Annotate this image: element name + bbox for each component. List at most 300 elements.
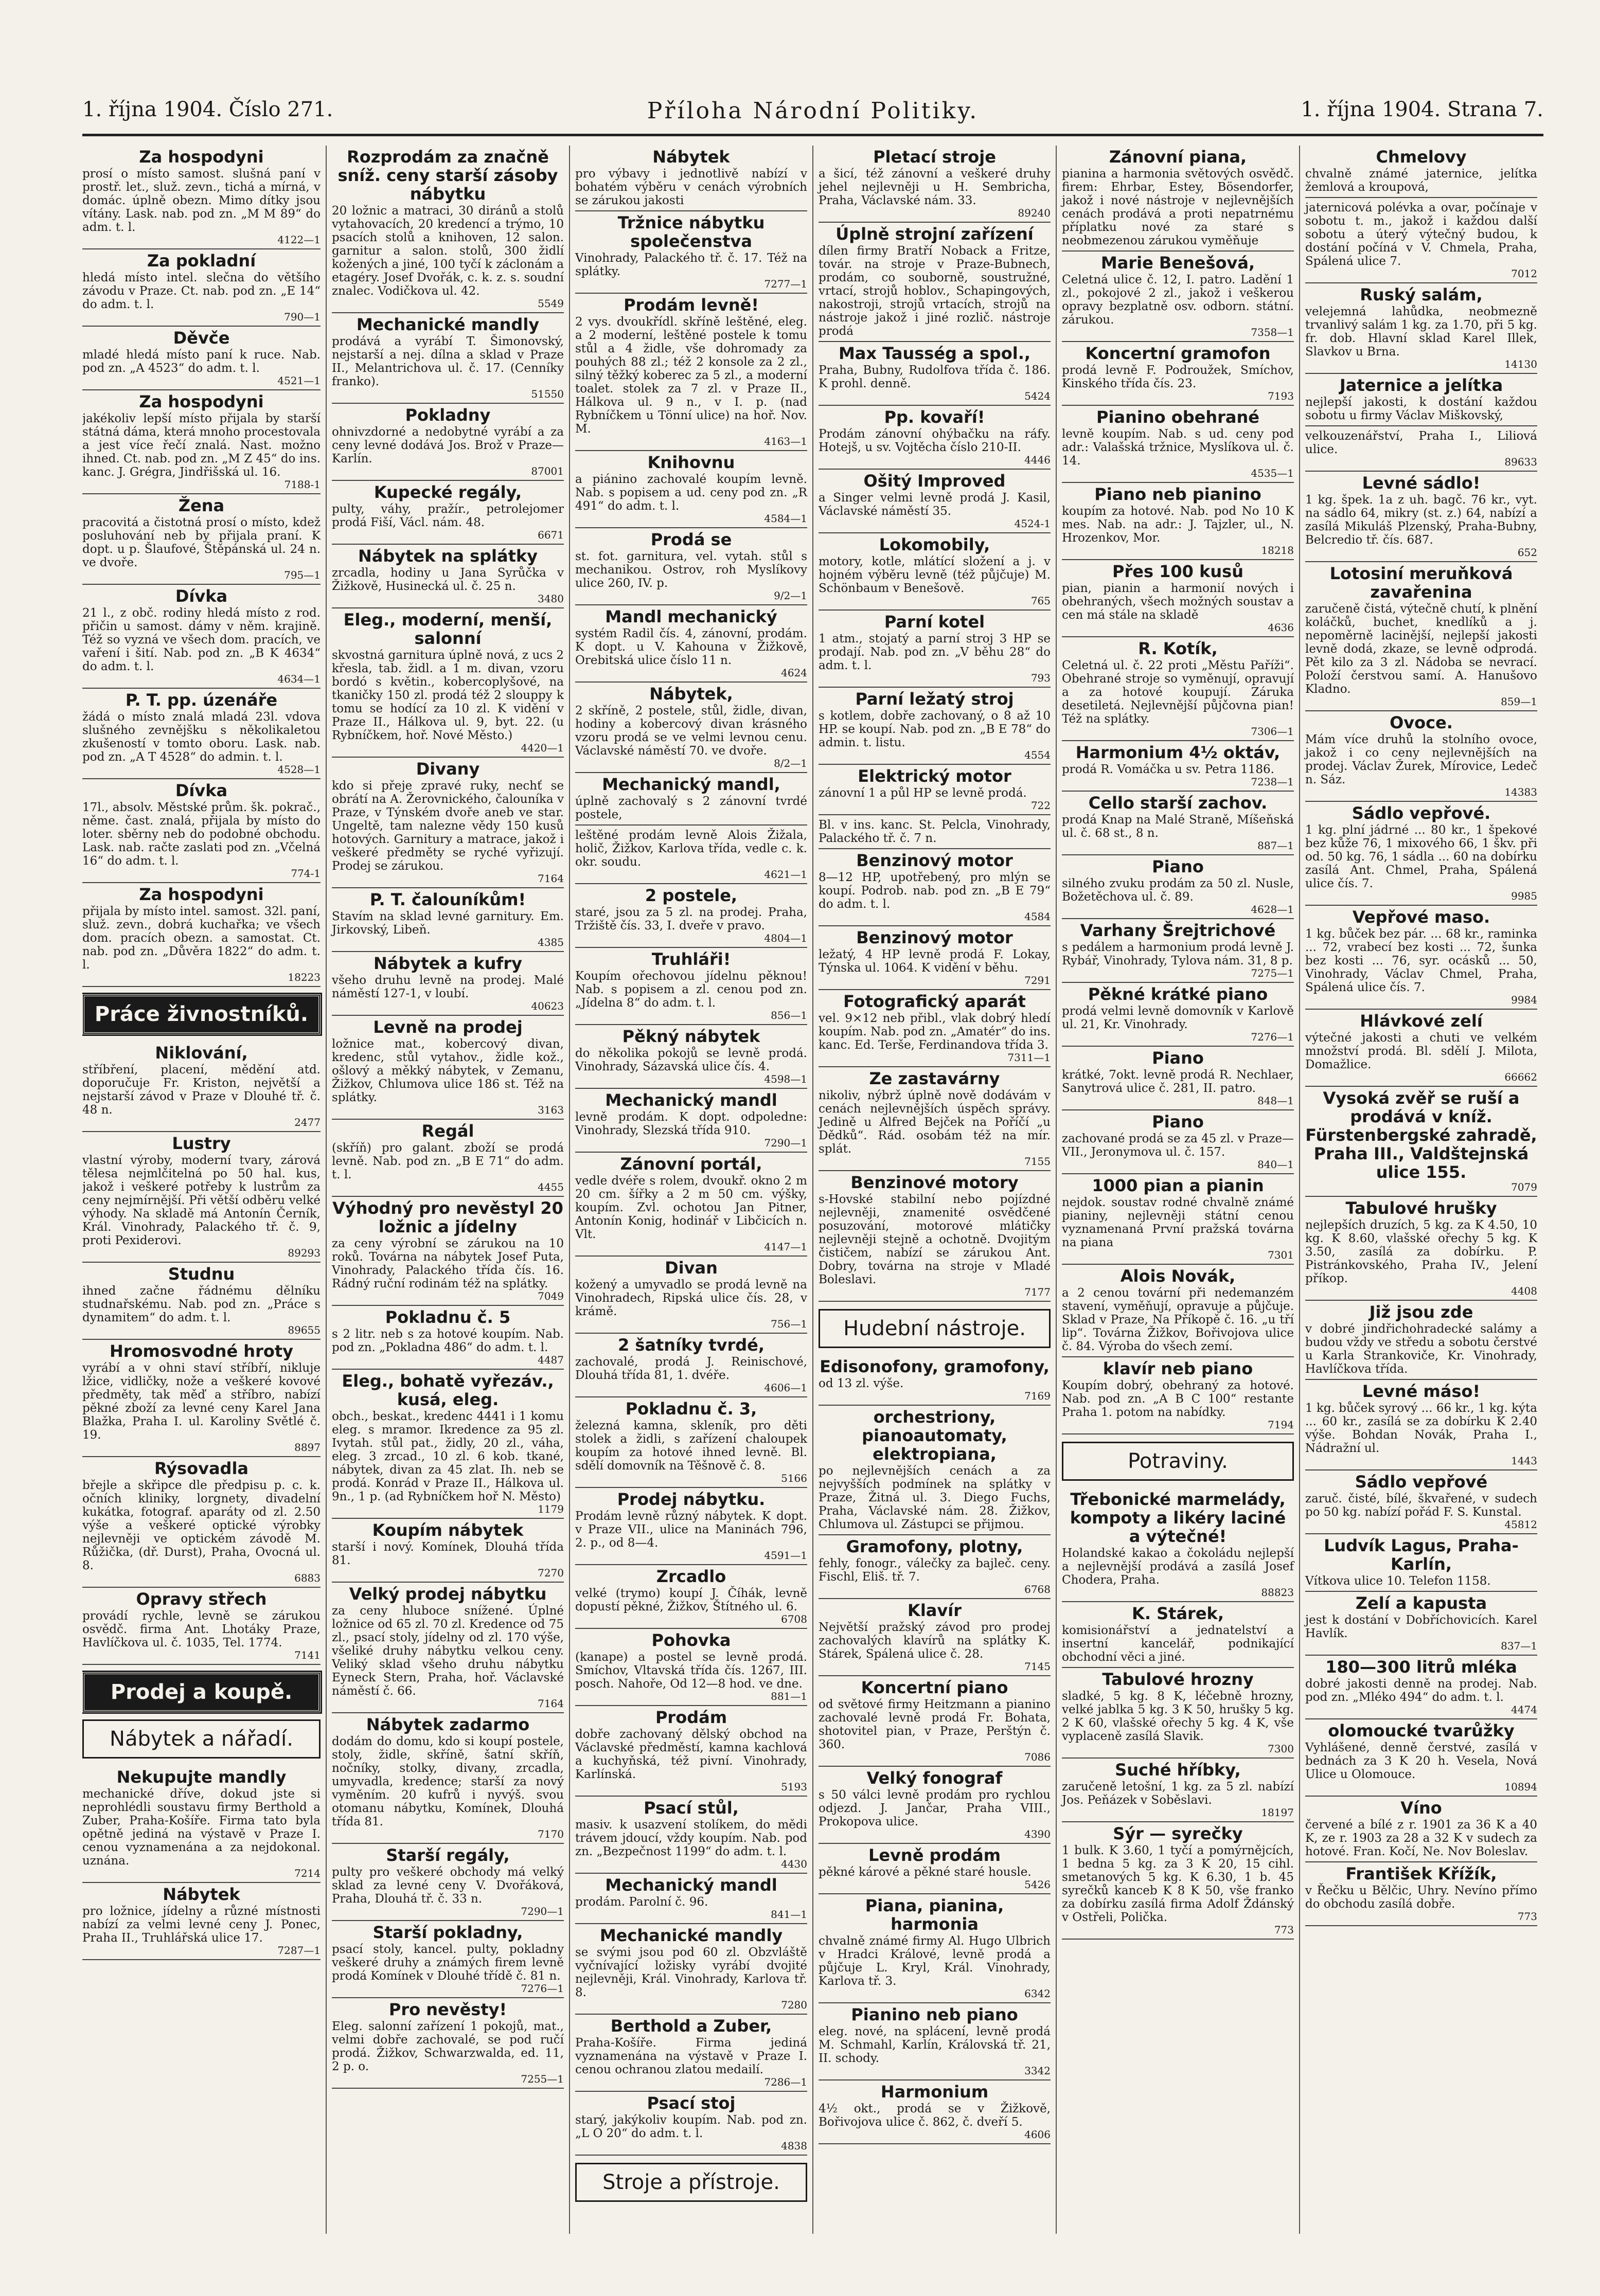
- ad-heading: Pokladnu č. 5: [385, 1307, 511, 1327]
- classified-ad: [819, 406, 1051, 470]
- ad-reference-code: 773: [1274, 1924, 1294, 1936]
- ad-reference-code: 4474: [1511, 1703, 1537, 1716]
- classified-ad: [332, 608, 564, 758]
- ad-heading: Za pokladní: [147, 251, 256, 271]
- classified-ad: [1062, 1488, 1294, 1602]
- classified-ad: [1305, 198, 1537, 283]
- ad-heading: Parní ležatý stroj: [855, 689, 1014, 709]
- ads-trades: [82, 1042, 321, 1665]
- ad-reference-code: 7086: [1024, 1751, 1051, 1763]
- classified-ad: [1062, 1602, 1294, 1668]
- ad-text: s kotlem, dobře zachovaný, o 8 až 10 HP. se koupí. Nab. pod zn. „B E 78“ do admin. t. listu.: [819, 709, 1051, 749]
- classified-ad: [1305, 1656, 1537, 1719]
- ad-text: 1 kg. bůček syrový ... 66 kr., 1 kg. kýta ... 60 kr., zasílá se za dobírku K 2.40 výše. Bohdan Novák, Praha I., Nádražní ul.: [1305, 1402, 1537, 1455]
- classified-ad: [1062, 1759, 1294, 1822]
- ad-reference-code: 7300: [1268, 1743, 1294, 1755]
- ad-heading: Přes 100 kusů: [1112, 562, 1243, 581]
- ad-text: zachovalé, prodá J. Reinischové, Dlouhá třída 81, 1. dvéře.: [575, 1355, 807, 1382]
- classified-ad: [1305, 1534, 1537, 1592]
- ad-reference-code: 7194: [1268, 1419, 1294, 1431]
- section-header-nabytek: Nábytek a nářadí.: [82, 1719, 321, 1759]
- ad-text: ležatý, 4 HP levně prodá F. Lokay, Týnska ul. 1064. K vidění v běhu.: [819, 948, 1051, 975]
- ad-heading: František Křížík,: [1345, 1864, 1497, 1884]
- ad-heading: Jaternice a jelítka: [1339, 375, 1503, 395]
- classified-ad: [1305, 1470, 1537, 1534]
- classified-ad: [1062, 855, 1294, 919]
- ad-reference-code: 4122—1: [277, 234, 321, 246]
- ad-text: pracovitá a čistotná prosí o místo, kdež posluhování neb by přijala praní. K dopt. u p. Šlaufové, Štěpánská ul. 24 n. ve dvoře.: [82, 516, 321, 569]
- classified-ad: [332, 1197, 564, 1306]
- classified-ad: [819, 849, 1051, 926]
- classified-ad: [575, 1874, 807, 1924]
- ad-reference-code: 5549: [538, 297, 564, 310]
- ad-heading: Levně na prodej: [373, 1017, 523, 1037]
- ad-reference-code: 4628—1: [1251, 903, 1294, 916]
- classified-ad: [1305, 802, 1537, 906]
- ad-heading: Ovoce.: [1390, 713, 1453, 732]
- classified-ad: [819, 1067, 1051, 1171]
- ads-instruments: [819, 1355, 1051, 2144]
- ad-heading: 2 postele,: [645, 886, 738, 905]
- classified-ad: [82, 779, 321, 883]
- column-4: [812, 146, 1056, 2234]
- ad-heading: Zánovní piana,: [1109, 147, 1247, 167]
- ad-heading: P. T. čalouníkům!: [369, 890, 526, 909]
- ad-text: pro výbavy i jednotlivě nabízí v bohatém výběru v cenách výrobních se zárukou jakosti: [575, 167, 807, 207]
- ad-reference-code: 795—1: [284, 569, 321, 581]
- ad-heading: Parní kotel: [884, 612, 985, 632]
- classified-ad: [332, 1844, 564, 1921]
- ad-reference-code: 40623: [531, 1000, 564, 1012]
- column-2: [326, 146, 569, 2234]
- ad-heading: Pp. kovaří!: [884, 407, 985, 427]
- classified-ad: [332, 1519, 564, 1583]
- ad-heading: Pianino neb piano: [851, 2005, 1018, 2024]
- ad-text: Vinohrady, Palackého tř. č. 17. Též na splátky.: [575, 252, 807, 278]
- classified-ad: [1062, 637, 1294, 741]
- ad-reference-code: 7164: [538, 872, 564, 885]
- ad-text: mladé hledá místo paní k ruce. Nab. pod zn. „A 4523“ do adm. t. l.: [82, 348, 321, 375]
- ad-heading: Velký fonograf: [866, 1768, 1003, 1788]
- ad-text: stříbření, placení, mědění atd. doporučuje Fr. Kriston, největší a nejstarší závod v Praze v Dlouhé tř. č. 48 n.: [82, 1063, 321, 1117]
- ad-text: prodá levně F. Podroužek, Smíchov, Kinského třída čís. 23.: [1062, 364, 1294, 390]
- classified-ad: [819, 1767, 1051, 1844]
- ad-reference-code: 4430: [781, 1858, 807, 1870]
- ad-text: 1 atm., stojatý a parní stroj 3 HP se prodají. Nab. pod zn. „V běhu 28“ do adm. t. l.: [819, 632, 1051, 672]
- ad-text: prodá R. Vomáčka u sv. Petra 1186.: [1062, 763, 1274, 776]
- ad-reference-code: 4606: [1024, 2128, 1051, 2141]
- ad-text: Eleg. salonní zařízení 1 pokojů, mat., velmi dobře zachovalé, se pod ručí prodá. Žižkov, Schwarzwalda, ed. 11, 2 p. o.: [332, 2020, 564, 2073]
- ad-reference-code: 3163: [538, 1104, 564, 1116]
- ad-reference-code: 7141: [294, 1649, 321, 1661]
- ad-text: zaručeně letošní, 1 kg. za 5 zl. nabízí Jos. Peňázek v Soběslavi.: [1062, 1780, 1294, 1807]
- ad-text: fehly, fonogr., válečky za bajleč. ceny. Fischl, Eliš. tř. 7.: [819, 1557, 1051, 1584]
- ad-heading: Harmonium: [880, 2082, 989, 2102]
- ad-heading: Prodá se: [650, 530, 732, 549]
- ad-heading: Žena: [178, 496, 225, 515]
- classified-ad: [332, 1016, 564, 1120]
- ad-reference-code: 4554: [1024, 749, 1051, 761]
- ad-heading: Výhodný pro nevěstyl 20 ložnic a jídelny: [332, 1198, 563, 1236]
- ad-reference-code: 4804—1: [764, 932, 807, 944]
- ad-reference-code: 7280: [781, 1999, 807, 2011]
- ad-heading: Divany: [416, 759, 480, 779]
- ad-heading: olomoucké tvarůžky: [1328, 1721, 1515, 1741]
- ad-heading: Benzinové motory: [850, 1173, 1019, 1192]
- ad-reference-code: 14130: [1504, 358, 1537, 370]
- ads-furniture-more: [575, 146, 807, 2156]
- classified-ad: [332, 1998, 564, 2089]
- section-header-prace: Práce živnostníků.: [82, 994, 321, 1034]
- ad-text: (skříň) pro galant. zboží se prodá levně. Nab. pod zn. „B E 71“ do adm. t. l.: [332, 1141, 564, 1181]
- ad-text: vedle dvéře s rolem, dvoukř. okno 2 m 20 cm. šířky a 2 m 50 cm. výšky, koupím. Zvl. ochotou Jan Pitner, Antonín Konig, hodinář v Libčicích n. Vlt.: [575, 1174, 807, 1241]
- ad-heading: Prodám levně!: [624, 295, 759, 315]
- ad-heading: Niklování,: [155, 1043, 248, 1063]
- ad-heading: Piano neb pianino: [1094, 485, 1261, 504]
- ad-reference-code: 8/2—1: [774, 757, 807, 769]
- ad-heading: Sýr — syrečky: [1113, 1824, 1243, 1843]
- ad-text: Prodám levně různý nábytek. K dopt. v Praze VII., ulice na Maninách 796, 2. p., od 8—4.: [575, 1510, 807, 1550]
- column-5: [1056, 146, 1299, 2234]
- ad-text: provádí rychle, levně se zárukou osvědč. firma Ant. Lhotáky Praze, Havlíčkova ul. č. 1035, Tel. 1774.: [82, 1609, 321, 1649]
- classified-ad: [332, 313, 564, 404]
- ad-text: psací stoly, kancel. pulty, pokladny veškeré druhy a známých firem levně prodá Komínek v Dlouhé třídě č. 81 n.: [332, 1943, 564, 1983]
- ad-heading: Fotografický aparát: [843, 992, 1026, 1011]
- ad-text: jakékoliv lepší místo přijala by starší státná dáma, která mnoho procestovala a jest více řečí znalá. Nast. možno ihned. Ct. nab. pod zn. „M Z 45“ do ins. kanc. J. Grégra, Jindřišská ul. 16.: [82, 412, 321, 479]
- ad-reference-code: 4584: [1024, 910, 1051, 923]
- ad-reference-code: 4598—1: [764, 1073, 807, 1085]
- ad-text: jaternicová polévka a ovar, počínaje v sobotu t. m., jakož i každou další sobotu a úterý výtečný budou, k dostání počíná v V. Chmela, Praha, Spálená ulice 7.: [1305, 201, 1537, 268]
- ad-heading: Koncertní piano: [861, 1678, 1008, 1697]
- classified-ad: [1305, 146, 1537, 198]
- ad-heading: Mechanické mandly: [599, 1926, 783, 1945]
- ad-reference-code: 793: [1030, 672, 1051, 684]
- ad-heading: Nekupujte mandly: [116, 1767, 287, 1787]
- classified-ad: [575, 948, 807, 1025]
- classified-ad: [575, 211, 807, 294]
- ad-text: červené a bílé z r. 1901 za 36 K a 40 K, ze r. 1903 za 28 a 32 K v sudech za hotové. Fran. Kočí, Ne. Nov Boleslav.: [1305, 1818, 1537, 1858]
- ad-text: výtečné jakosti a chuti ve velkém množství prodá. Bl. sdělí J. Milota, Domažlice.: [1305, 1031, 1537, 1071]
- ad-text: nejdok. soustav rodné chvalně známé pianiny, nejlevněji státní cenou vyznamenaná První pražská továrna na piana: [1062, 1196, 1294, 1249]
- ad-heading: Ze zastavárny: [869, 1069, 1000, 1088]
- ad-heading: Tržnice nábytku společenstva: [617, 213, 765, 251]
- ad-text: pianina a harmonia světových osvědč. firem: Ehrbar, Estey, Bösendorfer, jakož i nové nástroje v nejlevnějších cenách prodává a proti nepatrnému příplatku nové za staré s neobmezenou zárukou vyměňuje: [1062, 167, 1294, 247]
- ad-heading: Prodám: [655, 1708, 727, 1727]
- classified-ad: [82, 494, 321, 585]
- ad-heading: Regál: [421, 1121, 474, 1141]
- section-header-stroje: Stroje a přístroje.: [575, 2163, 807, 2202]
- ad-heading: Mechanický mandl: [605, 1090, 777, 1110]
- ad-heading: Piana, pianina, harmonia: [865, 1896, 1004, 1934]
- ad-text: pěkné kárové a pěkné staré housle.: [819, 1866, 1032, 1879]
- classified-ad: [575, 1025, 807, 1089]
- ad-reference-code: 87001: [531, 465, 564, 477]
- ad-text: nikoliv, nýbrž úplně nově dodávám v cenách nejlevnějších úspěch správy. Jedině u Alfred Bejček na Poříčí „u Dědků“. Rád. osobám též na mír. splát.: [819, 1089, 1051, 1156]
- classified-ad: [575, 826, 807, 884]
- classified-ad: [1062, 983, 1294, 1047]
- ad-text: mechanické dříve, dokud jste si neprohlédli soustavu firmy Berthold a Zuber, Praha-Košíře. Firma tato byla opětně jediná na výstavě v Praze I. cenou vyznamenána a za nejdokonal. uznána.: [82, 1787, 321, 1868]
- ad-text: nejlepší jakosti, k dostání každou sobotu u firmy Václav Miškovský,: [1305, 396, 1537, 422]
- classified-ad: [575, 1153, 807, 1257]
- ad-reference-code: 4636: [1268, 621, 1294, 634]
- ad-heading: Nábytek a kufry: [374, 954, 522, 973]
- ad-heading: Marie Benešová,: [1100, 253, 1255, 273]
- classified-ad: [575, 2092, 807, 2156]
- ad-heading: Rýsovadla: [154, 1459, 248, 1478]
- ad-text: jest k dostání v Dobříchovicích. Karel Havlík.: [1305, 1613, 1537, 1640]
- classified-ad: [819, 1406, 1051, 1535]
- ad-text: a Singer velmi levně prodá J. Kasil, Václavské náměstí 35.: [819, 491, 1051, 518]
- ad-heading: Pěkné krátké piano: [1088, 984, 1268, 1004]
- ad-text: ložnice mat., kobercový divan, kredenc, stůl vytahov., židle kož., ošlový a měkký nábytek, v Zemanu, Žižkov, Chlumova ulice 186 st. Též na splátky.: [332, 1037, 564, 1104]
- ad-text: a šicí, též zánovní a veškeré druhy jehel nejlevněji u H. Sembricha, Praha, Václavské nám. 33.: [819, 167, 1051, 207]
- ad-text: starý, jakýkoliv koupím. Nab. pod zn. „L O 20“ do adm. t. l.: [575, 2113, 807, 2140]
- classified-ad: [575, 528, 807, 605]
- classified-ad: [575, 1565, 807, 1629]
- ad-reference-code: 6708: [781, 1613, 807, 1625]
- ad-text: od 13 zl. výše.: [819, 1377, 904, 1390]
- ad-reference-code: 1179: [538, 1503, 564, 1515]
- classified-ad: [82, 1042, 321, 1132]
- ad-reference-code: 4624: [781, 667, 807, 679]
- section-header-prodej: Prodej a koupě.: [82, 1672, 321, 1712]
- ad-heading: Mechanický mandl: [605, 1875, 777, 1895]
- ad-text: zrcadla, hodiny u Jana Syrůčka v Žižkově, Husinecká ul. č. 25 n.: [332, 566, 564, 593]
- classified-ad: [1062, 1822, 1294, 1940]
- section-header-hudebni: Hudební nástroje.: [819, 1309, 1051, 1348]
- classified-ad: [819, 926, 1051, 990]
- ad-heading: Levné sádlo!: [1362, 473, 1481, 493]
- ad-heading: Knihovnu: [647, 453, 735, 472]
- classified-ad: [575, 605, 807, 683]
- ad-heading: R. Kotík,: [1138, 639, 1218, 658]
- classified-ad: [1305, 1592, 1537, 1656]
- ad-text: dodám do domu, kdo si koupí postele, stoly, židle, skříně, šatní skříň, nočníky, stolky, divany, zrcadla, umyvadla, kredence; starší za nový vyměním. 20 kufrů i nyvýš. svou otomanu nábytku, Komínek, Dlouhá třída 81.: [332, 1735, 564, 1828]
- ad-text: za ceny výrobní se zárukou na 10 roků. Továrna na nábytek Josef Puta, Vinohrady, Palackého třída čís. 16. Rádný ruční rodinám též na splátky.: [332, 1237, 564, 1290]
- ad-heading: Prodej nábytku.: [617, 1490, 766, 1509]
- ad-text: staré, jsou za 5 zl. na prodej. Praha, Tržiště čís. 33, I. dveře v pravo.: [575, 906, 807, 932]
- ad-text: motory, kotle, mlátící složení a j. v hojném výběru levně (též půjčuje) M. Schönbaum v Benešově.: [819, 555, 1051, 595]
- ad-reference-code: 790—1: [284, 311, 321, 323]
- ads-furniture: [332, 146, 564, 2089]
- ad-reference-code: 4521—1: [277, 374, 321, 387]
- ad-heading: Nábytek na splátky: [358, 546, 538, 566]
- ad-reference-code: 9985: [1511, 890, 1537, 902]
- ad-reference-code: 5426: [1024, 1878, 1051, 1891]
- ad-heading: Chmelovy: [1376, 147, 1467, 167]
- classified-ad: [819, 470, 1051, 533]
- ad-text: koupím za hotové. Nab. pod No 10 K mes. Nab. na adr.: J. Tajzler, ul., N. Hrozenkov, Mor.: [1062, 505, 1294, 545]
- ad-text: kdo si přeje zpravé ruky, nechť se obrátí na A. Žerovnického, čalouníka v Praze, v Týnském dvoře aneb ve star. Ungeltě, tam nalezne vědy 150 kusů hotových. Garnitury a matrace, jakož i veškeré předměty se ryché vyřizují. Prodej se zárukou.: [332, 779, 564, 873]
- ad-heading: Harmonium 4½ oktáv,: [1075, 743, 1281, 762]
- ad-heading: Eleg., bohatě vyřezáv., kusá, eleg.: [342, 1371, 554, 1409]
- ad-text: st. fot. garnitura, vel. vytah. stůl s mechanikou. Ostrov, roh Myslíkovy ulice 260, IV. p.: [575, 550, 807, 590]
- ad-text: Vyhlášené, denně čerstvé, zasílá v bednách za 3 K 20 h. Vesela, Nová Ulice u Olomouce.: [1305, 1741, 1537, 1781]
- ad-text: žádá o místo znalá mladá 23l. vdova slušného zevnějšku s několikaletou zkušeností v tomto oboru. Lask. nab. pod zn. „A T 4528“ do admin. t. l.: [82, 710, 321, 764]
- classified-ad: [575, 1797, 807, 1874]
- ad-heading: Za hospodyni: [139, 392, 264, 411]
- ad-heading: Hromosvodné hroty: [110, 1341, 293, 1361]
- ad-heading: Koncertní gramofon: [1085, 344, 1271, 363]
- ad-text: masiv. k usazvení stolíkem, do mědi trávem jdoucí, vždy koupím. Nab. pod zn. „Bezpečnost 1199“ do adm. t. l.: [575, 1818, 807, 1858]
- classified-ad: [1062, 342, 1294, 406]
- ad-text: Holandské kakao a čokoládu nejlepší a nejlevnější prodává a zasílá Josef Chodera, Praha.: [1062, 1547, 1294, 1587]
- ad-reference-code: 7270: [538, 1567, 564, 1579]
- classified-ad: [1062, 406, 1294, 483]
- ad-text: 21 l., z obč. rodiny hledá místo z rod. přičin u samost. dámy v něm. krajině. Též so vyzná ve všech dom. pracích, ve vaření i šití. Nab. pod zn. „B K 4634“ do adm. t. l.: [82, 606, 321, 673]
- ad-reference-code: 4535—1: [1251, 467, 1294, 479]
- ad-reference-code: 4390: [1024, 1828, 1051, 1840]
- classified-ad: [819, 990, 1051, 1067]
- classified-ad: [819, 2080, 1051, 2144]
- classified-ad: [819, 1844, 1051, 1894]
- ad-heading: Lustry: [172, 1134, 231, 1153]
- ad-reference-code: 1443: [1511, 1455, 1537, 1467]
- ad-text: a piánino zachovalé koupím levně. Nab. s popisem a ud. ceny pod zn. „R 491“ do adm. t. l.: [575, 473, 807, 513]
- ad-reference-code: 7358—1: [1251, 326, 1294, 338]
- classified-ad: [82, 1588, 321, 1665]
- ad-text: zaručeně čistá, výtečně chutí, k plnění koláčků, buchet, knedlíků a j. nepoměrně lacinější, nejlepší jakosti levně dodá, zkaze, se levně odprodá. Pět kilo za 3 zl. Nádoba se nevrací. Položí čerstvou samí. A. Hanušovo Kladno.: [1305, 602, 1537, 696]
- ad-reference-code: 7277—1: [764, 278, 807, 290]
- classified-ad: [82, 249, 321, 327]
- ad-reference-code: 765: [1030, 595, 1051, 607]
- ad-heading: Velký prodej nábytku: [349, 1584, 547, 1604]
- classified-ad: [332, 481, 564, 545]
- ad-heading: Pokladny: [405, 405, 491, 425]
- classified-ad: [332, 1583, 564, 1713]
- classified-ad: [1062, 252, 1294, 342]
- ad-reference-code: 4487: [538, 1354, 564, 1366]
- ad-heading: Piano: [1152, 1112, 1204, 1132]
- ad-text: pian, pianin a harmonií nových i obehraných, všech možných soustav a cen má stále na skladě: [1062, 582, 1294, 622]
- ad-text: Vítkova ulice 10. Telefon 1158.: [1305, 1574, 1491, 1588]
- ad-text: komisionářství a jednatelství a insertní kancelář, podnikající obchodní věci a jiné.: [1062, 1624, 1294, 1664]
- ad-heading: Benzinový motor: [856, 928, 1013, 947]
- ad-reference-code: 89633: [1504, 456, 1537, 468]
- ad-reference-code: 722: [1030, 799, 1051, 812]
- ad-text: Celetná ul. č. 22 proti „Městu Paříži“. Obehrané stroje so vyměnují, opravují a za hotové koupují. Záruka desetiletá. Nejlevnější půjčovna pian! Též na splátky.: [1062, 659, 1294, 726]
- ad-heading: orchestriony, pianoautomaty, elektropiana,: [862, 1407, 1007, 1464]
- ad-heading: 1000 pian a pianin: [1092, 1176, 1264, 1195]
- ad-reference-code: 4147—1: [764, 1241, 807, 1253]
- ad-heading: Max Tausség a spol.,: [838, 344, 1031, 363]
- ad-text: krátké, 7okt. levně prodá R. Nechlaer, Sanytrová ulice č. 281, II. patro.: [1062, 1068, 1294, 1095]
- classified-ad: [819, 611, 1051, 688]
- ad-reference-code: 837—1: [1501, 1640, 1537, 1652]
- ad-reference-code: 840—1: [1257, 1158, 1294, 1171]
- ad-text: eleg. nové, na splácení, levně prodá M. Schmahl, Karlín, Královská tř. 21, II. schody.: [819, 2025, 1051, 2065]
- column-6: [1299, 146, 1542, 2234]
- section-header-potraviny: Potraviny.: [1062, 1442, 1294, 1481]
- ad-text: v dobré jindřichohradecké salámy a budou vždy ve středu a sobotu čerstvé u Karla Strankoviče, Kr. Vinohrady, Havlíčkova třída.: [1305, 1322, 1537, 1376]
- ad-reference-code: 5193: [781, 1781, 807, 1793]
- ads-employment: [82, 146, 321, 987]
- ad-heading: Za hospodyni: [139, 147, 264, 167]
- ad-heading: Ruský salám,: [1360, 285, 1483, 304]
- ad-text: pulty pro veškeré obchody má velký sklad za levné ceny V. Dvořáková, Praha, Dlouhá tř. č. 33 n.: [332, 1866, 564, 1906]
- ad-heading: Opravy střech: [136, 1589, 267, 1609]
- ad-text: 1 kg. bůček bez pár. ... 68 kr., raminka ... 72, vrabecí bez kosti ... 72, šunka bez kosti ... 76, syr. ocásků ... 50, Vinohrady, Václav Chmel, Praha, Spálená ulice čís. 7.: [1305, 927, 1537, 994]
- ad-reference-code: 18218: [1261, 544, 1294, 557]
- classified-ad: [819, 342, 1051, 406]
- ad-reference-code: 7291: [1024, 974, 1051, 986]
- column-1: [82, 146, 326, 2234]
- ad-heading: Studnu: [168, 1264, 235, 1284]
- ad-text: Mám více druhů la stolního ovoce, jakož i co ceny nejlevnějších na prodej. Václav Žurek, Mírovice, Ledeč n. Sáz.: [1305, 733, 1537, 786]
- ad-text: zánovní 1 a půl HP se levně prodá.: [819, 786, 1027, 800]
- ad-text: od světové firmy Heitzmann a pianino zachovalé levně prodá Fr. Bohata, shotovitel pian, v Praze, Perštýn č. 360.: [819, 1698, 1051, 1751]
- ad-text: Prodám zánovní ohýbačku na ráfy. Hotejš, u sv. Vojtěcha číslo 210-II.: [819, 427, 1051, 454]
- ad-text: železná kamna, skleník, pro děti stolek a židli, s zařízení chaloupek koupím za hotové ihned levně. Bl. sdělí domovník na Těšnově č. 8.: [575, 1419, 807, 1473]
- ad-reference-code: 7170: [538, 1828, 564, 1840]
- ad-heading: Mandl mechanický: [605, 607, 777, 626]
- ad-text: sladké, 5 kg. 8 K, léčebně hrozny, velké jablka 5 kg. 3 K 50, hrušky 5 kg. 2 K 60, vlašské ořechy 5 kg. 4 K, vše vyplaceně zasílá Slavik.: [1062, 1690, 1294, 1743]
- classified-ad: [332, 545, 564, 608]
- ad-heading: Vysoká zvěř se ruší a prodává v kníž. Fürstenbergské zahradě, Praha III., Valdštejnská ulice 155.: [1305, 1088, 1537, 1182]
- ad-text: přijala by místo intel. samost. 32l. paní, služ. zevn., dobrá kuchařka; ve všech dom. pracích obezn. a samostat. Ct. nab. pod zn. „Důvěra 1822“ do adm. t. l.: [82, 905, 321, 972]
- ad-reference-code: 18197: [1261, 1806, 1294, 1819]
- ad-heading: Tabulové hrušky: [1345, 1198, 1497, 1218]
- ad-reference-code: 881—1: [771, 1690, 807, 1702]
- ad-text: 17l., absolv. Městské prům. šk. pokrač., něme. čast. znalá, přijala by místo do loter. sběrny neb do podobné obchodu. Lask. nab. račte zaslati pod zn. „Včelná 16“ do adm. t. l.: [82, 801, 321, 868]
- classified-ad: [819, 815, 1051, 849]
- ad-text: kožený a umyvadlo se prodá levně na Vinohradech, Ripská ulice čís. 28, v krámě.: [575, 1278, 807, 1318]
- ad-heading: Gramofony, plotny,: [846, 1537, 1023, 1556]
- ads-pianos: [1062, 146, 1294, 1174]
- classified-ad: [332, 1120, 564, 1197]
- classified-ad: [575, 683, 807, 773]
- ad-heading: Sádlo vepřové.: [1352, 803, 1491, 823]
- ad-reference-code: 4621—1: [764, 868, 807, 881]
- ad-reference-code: 774-1: [291, 867, 321, 880]
- classified-ad: [819, 1535, 1051, 1599]
- ad-reference-code: 7169: [1024, 1390, 1051, 1402]
- ad-text: leštěné prodám levně Alois Žižala, holič, Žižkov, Karlova třída, vedle c. k. okr. soudu.: [575, 829, 807, 869]
- header-date-page: 1. října 1904. Strana 7.: [1301, 98, 1543, 121]
- classified-ad: [575, 1334, 807, 1397]
- ad-text: systém Radil čís. 4, zánovní, prodám. K dopt. u V. Kahouna v Žižkově, Orebitská ulice číslo 11 n.: [575, 627, 807, 667]
- classified-ad: [1062, 919, 1294, 983]
- ad-text: dílen firmy Bratří Noback a Fritze, továr. na stroje v Praze-Bubnech, prodám, co souborně, soustružné, vrtací, strojů hoblov., Schapingových, nakostroji, strojů vrtacích, strojů na nástroje jakož i jiné rozlič. nástroje prodá: [819, 244, 1051, 338]
- ad-text: levně prodám. K dopt. odpoledne: Vinohrady, Slezská třída 910.: [575, 1110, 807, 1137]
- ad-text: Koupím ořechovou jídelnu pěknou! Nab. s popisem a zl. cenou pod zn. „Jídelna 8“ do adm. t. l.: [575, 970, 807, 1010]
- ad-text: Praha-Košíře. Firma jediná vyznamenána na výstavě v Praze I. cenou ochranou zlatou medailí.: [575, 2036, 807, 2076]
- ad-heading: Suché hříbky,: [1115, 1760, 1241, 1780]
- ad-text: Celetná ulice č. 12, I. patro. Ladění 1 zl., pokojové 2 zl., jakož i veškerou opravy bezplatně osv. odborn. státní. zárukou.: [1062, 273, 1294, 327]
- ad-reference-code: 7287—1: [277, 1944, 321, 1957]
- ad-text: 2 vys. dvoukřídl. skříně leštěné, eleg. a 2 moderní, leštěné postele k tomu stůl a 4 židle, vše dohromady za pouhých 88 zl.; též 2 konsole za 2 zl., silný těžký koberec za 5 zl., a moderní toalet. stolek za 7 zl. v Praze II., Hálkova ul. 9 n., v I. p. (nad Rybníčkem u Tönní ulice) na hoř. Nov. M.: [575, 315, 807, 436]
- classified-ad: [332, 758, 564, 888]
- ad-reference-code: 4385: [538, 936, 564, 948]
- classified-ad: [82, 585, 321, 689]
- classified-ad: [82, 1263, 321, 1340]
- ad-reference-code: 652: [1517, 546, 1537, 559]
- classified-ad: [575, 1488, 807, 1565]
- classified-ad: [1305, 472, 1537, 562]
- classified-ad: [819, 533, 1051, 611]
- ad-heading: Piano: [1152, 1048, 1204, 1068]
- ad-reference-code: 8897: [294, 1441, 321, 1454]
- classified-ad: [575, 773, 807, 826]
- ad-reference-code: 7255—1: [521, 2073, 564, 2085]
- ad-text: s 2 litr. neb s za hotové koupím. Nab. pod zn. „Pokladna 486“ do adm. t. l.: [332, 1328, 564, 1354]
- classified-ad: [819, 2003, 1051, 2080]
- classified-ad: [332, 1713, 564, 1844]
- ad-reference-code: 4524-1: [1014, 517, 1051, 530]
- ad-heading: Starší pokladny,: [372, 1923, 523, 1942]
- ad-text: velkouzenářství, Praha I., Liliová ulice.: [1305, 429, 1537, 456]
- ad-reference-code: 841—1: [771, 1908, 807, 1921]
